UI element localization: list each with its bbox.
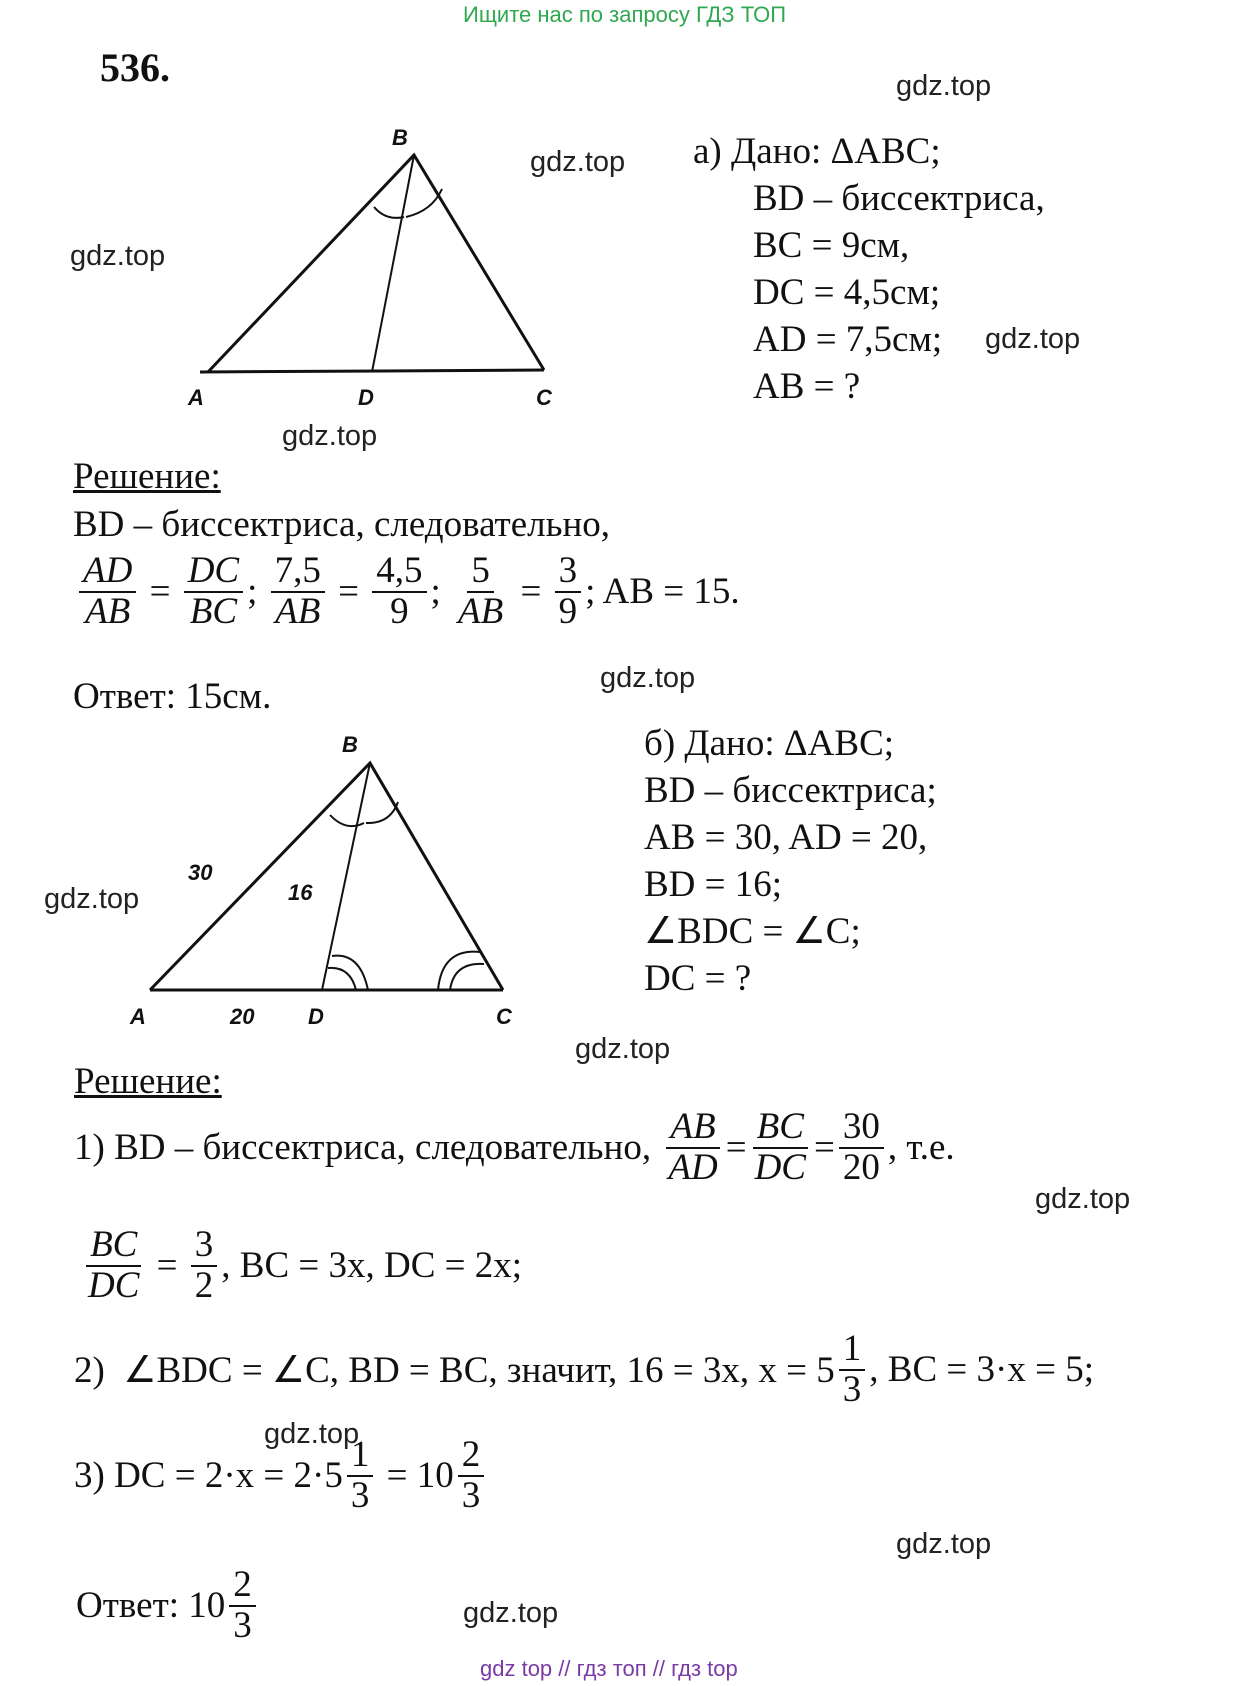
angle-bdc-arc-outer <box>332 956 368 990</box>
vertex-label-c: C <box>496 1004 512 1029</box>
fraction: $\frac{BC}{DC}$ <box>754 1106 806 1188</box>
top-banner: Ищите нас по запросу ГДЗ ТОП <box>463 2 787 27</box>
angle-bdc-arc-inner <box>328 968 356 990</box>
fraction: $\frac{BC}{DC}$ <box>88 1224 140 1306</box>
given-line: б) Дано: ΔABC; <box>644 723 895 764</box>
fraction: $\frac{7,5}{AB}$ <box>271 552 325 632</box>
given-line: BD – биссектриса; <box>644 770 937 811</box>
fraction: $\frac{2}{3}$ <box>229 1566 256 1646</box>
vertex-label-a: A <box>130 1004 146 1029</box>
watermark: gdz.top <box>896 70 992 102</box>
fraction: $\frac{AD}{AB}$ <box>79 552 136 632</box>
watermark: gdz.top <box>282 420 378 452</box>
watermark: gdz.top <box>530 146 626 178</box>
given-line: а) Дано: ΔABC; <box>693 131 941 172</box>
given-line: BD – биссектриса, <box>753 178 1045 219</box>
answer-b: Ответ: 10 $\frac{2}{3}$ <box>76 1566 260 1646</box>
side-label-ad: 20 <box>230 1004 255 1029</box>
solution-a-formula: $\frac{AD}{AB}$ = $\frac{DC}{BC}$ ; $\frac{7,5}{AB}$ = $\frac{4,5}{9}$ ; $\frac{5}{AB}$ = $\frac{3}{9}$ ; AB = 15. <box>75 552 740 632</box>
part-a-given <box>693 128 1045 410</box>
watermark: gdz.top <box>70 240 166 272</box>
vertex-label-a: A <box>188 385 204 410</box>
fraction: $\frac{1}{3}$ <box>347 1436 374 1516</box>
given-line: BC = 9см, <box>753 225 910 266</box>
triangle-b-figure <box>120 730 540 1030</box>
fraction: $\frac{3}{2}$ <box>191 1226 218 1306</box>
fraction: $\frac{3}{9}$ <box>555 552 582 632</box>
side-label-ab: 30 <box>188 860 213 885</box>
given-line: AD = 7,5см; <box>753 319 943 360</box>
triangle-a-sides <box>208 155 544 372</box>
triangle-a-figure <box>180 125 580 425</box>
watermark: gdz.top <box>463 1597 559 1629</box>
triangle-a-bisector <box>372 155 414 372</box>
part-b-given <box>644 720 937 1002</box>
watermark: gdz.top <box>264 1418 360 1450</box>
fraction: $\frac{30}{20}$ <box>839 1108 884 1188</box>
fraction: $\frac{4,5}{9}$ <box>372 552 426 632</box>
vertex-label-d: D <box>358 385 374 410</box>
watermark: gdz.top <box>44 883 140 915</box>
watermark: gdz.top <box>985 323 1081 355</box>
fraction: $\frac{2}{3}$ <box>458 1436 485 1516</box>
given-line: BD = 16; <box>644 864 783 905</box>
fraction: $\frac{DC}{BC}$ <box>184 552 243 632</box>
vertex-label-b: B <box>342 732 358 757</box>
given-line: AB = ? <box>753 366 861 407</box>
solution-b-step1: 1) BD – биссектриса, следовательно, $\frac{AB}{AD}$ = $\frac{BC}{DC}$ = $\frac{30}{20}$ , т.е. <box>74 1106 955 1188</box>
fraction: $\frac{5}{AB}$ <box>458 550 504 632</box>
footer-watermark: gdz top // гдз топ // гдз top <box>480 1656 738 1681</box>
solution-b-step2: 2) ∠BDC = ∠C, BD = BC, значит, 16 = 3x, x = 5 $\frac{1}{3}$ , BC = 3·x = 5; <box>74 1328 1094 1410</box>
solution-b-step3: 3) DC = 2·x = 2·5 $\frac{1}{3}$ = 10 $\frac{2}{3}$ <box>74 1436 488 1516</box>
fraction: $\frac{AB}{AD}$ <box>668 1106 718 1188</box>
angle-c-arc-inner <box>450 964 484 990</box>
vertex-label-c: C <box>536 385 552 410</box>
answer-a: Ответ: 15см. <box>73 676 272 717</box>
solution-header-a: Решение: <box>73 456 221 497</box>
vertex-label-b: B <box>392 125 408 150</box>
side-label-bd: 16 <box>288 880 313 905</box>
given-line: ∠BDC = ∠C; <box>644 911 861 952</box>
vertex-label-d: D <box>308 1004 324 1029</box>
result-text: ; AB = 15. <box>585 571 740 613</box>
fraction: $\frac{1}{3}$ <box>839 1330 866 1410</box>
solution-header-b: Решение: <box>74 1061 222 1102</box>
watermark: gdz.top <box>600 662 696 694</box>
watermark: gdz.top <box>575 1033 671 1065</box>
given-line: DC = ? <box>644 958 752 999</box>
given-line: DC = 4,5см; <box>753 272 941 313</box>
problem-number: 536. <box>100 45 170 90</box>
angle-arc-left <box>374 207 404 218</box>
solution-a-line1: BD – биссектриса, следовательно, <box>73 504 611 545</box>
watermark: gdz.top <box>896 1528 992 1560</box>
watermark: gdz.top <box>1035 1183 1131 1215</box>
given-line: AB = 30, AD = 20, <box>644 817 928 858</box>
solution-b-step1b: $\frac{BC}{DC}$ = $\frac{3}{2}$ , BC = 3x, DC = 2x; <box>80 1226 522 1306</box>
